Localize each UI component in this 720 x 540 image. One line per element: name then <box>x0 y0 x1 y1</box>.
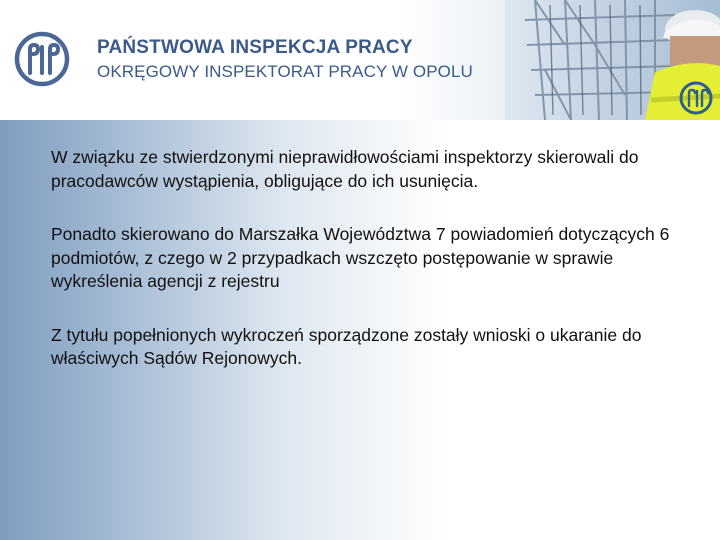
org-title: PAŃSTWOWA INSPEKCJA PRACY <box>97 37 413 58</box>
paragraph-1: W związku ze stwierdzonymi nieprawidłowościami inspektorzy skierowali do pracodawców wystąpienia, obligujące do ich usunięcia. <box>51 147 639 191</box>
body-text <box>51 146 691 401</box>
paragraph-3: Z tytułu popełnionych wykroczeń sporządzone zostały wnioski o ukaranie do właściwych Sądów Rejonowych. <box>51 324 642 368</box>
worker-scaffolding-photo <box>505 0 720 120</box>
pip-logo-icon <box>14 31 70 87</box>
org-subtitle: OKRĘGOWY INSPEKTORAT PRACY W OPOLU <box>97 62 473 81</box>
paragraph-2: Ponadto skierowano do Marszałka Województwa 7 powiadomień dotyczących 6 podmiotów, z czego w 2 przypadkach wszczęto postępowanie w sprawie wykreślenia agencji z rejestru <box>51 224 670 291</box>
header-banner <box>0 0 720 120</box>
